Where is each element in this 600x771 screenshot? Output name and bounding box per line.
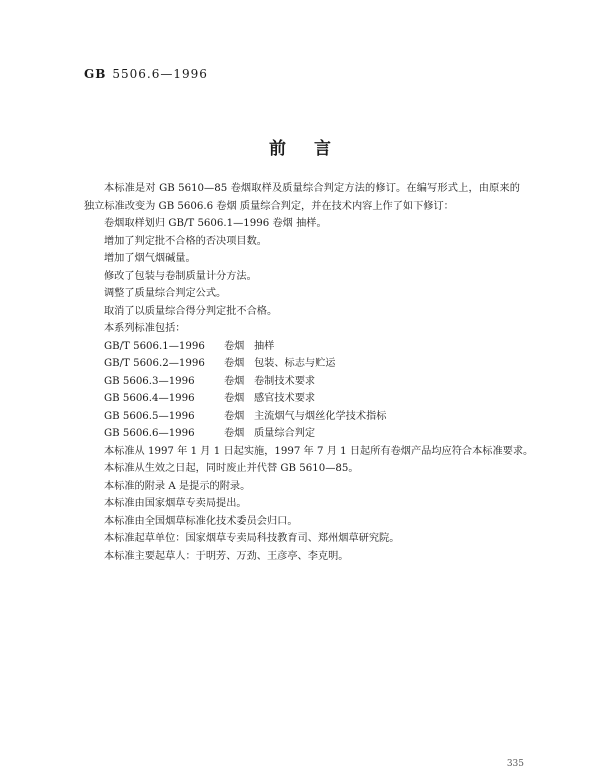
standard-name: 质量综合判定 (254, 428, 316, 439)
paragraph-effective-date: 本标准从 1997 年 1 月 1 日起实施，1997 年 7 月 1 日起所有卷烟产品均应符合本标准要求。 (104, 445, 534, 457)
paragraph-intro: 本标准是对 GB 5610—85 卷烟取样及质量综合判定方法的修订。在编写形式上，由原来的独立标准改变为 GB 5606.6 卷烟 质量综合判定，并在技术内容上作了如下修订： (84, 183, 520, 212)
standard-code: GB 5606.6—1996 (104, 428, 195, 439)
standard-code: GB 5606.4—1996 (104, 393, 195, 404)
standard-code: GB 5606.5—1996 (104, 410, 195, 422)
standard-category: 卷烟 (224, 410, 245, 422)
paragraph-series-intro: 本系列标准包括： (104, 323, 186, 334)
paragraph-centralized-by: 本标准由全国烟草标准化技术委员会归口。 (104, 515, 298, 527)
standard-name: 卷制技术要求 (254, 375, 316, 387)
standard-name: 感官技术要求 (254, 393, 316, 404)
list-item (84, 355, 520, 373)
standard-code: GB 5606.3—1996 (104, 375, 195, 387)
standard-code-header (84, 67, 208, 81)
paragraph-appendix: 本标准的附录 A 是提示的附录。 (104, 480, 251, 492)
standard-name: 抽样 (254, 340, 275, 352)
standard-category: 卷烟 (224, 375, 245, 387)
standards-list (84, 338, 520, 443)
paragraph-revision-4: 修改了包装与卷制质量计分方法。 (104, 270, 257, 282)
standard-prefix: GB (84, 67, 107, 81)
standard-category: 卷烟 (224, 393, 245, 404)
standard-code: GB/T 5606.1—1996 (104, 340, 205, 352)
paragraph-drafting-units: 本标准起草单位：国家烟草专卖局科技教育司、郑州烟草研究院。 (104, 533, 400, 544)
page-title: 前言 (269, 139, 359, 159)
list-item (84, 373, 520, 391)
foreword-body (84, 180, 534, 565)
paragraph-revision-3: 增加了烟气烟碱量。 (104, 253, 196, 264)
paragraph-revision-6: 取消了以质量综合得分判定批不合格。 (104, 305, 278, 317)
paragraph-revision-5: 调整了质量综合判定公式。 (104, 288, 227, 299)
paragraph-revision-1: 卷烟取样划归 GB/T 5606.1—1996 卷烟 抽样。 (104, 218, 327, 229)
standard-name: 包装、标志与贮运 (254, 358, 336, 369)
standard-category: 卷烟 (224, 340, 245, 352)
standard-category: 卷烟 (224, 358, 245, 369)
list-item (84, 408, 520, 426)
standard-category: 卷烟 (224, 428, 245, 439)
paragraph-drafters: 本标准主要起草人：于明芳、万劲、王彦亭、李克明。 (104, 550, 349, 562)
paragraph-supersedes: 本标准从生效之日起，同时废止并代替 GB 5610—85。 (104, 463, 359, 474)
standard-name: 主流烟气与烟丝化学技术指标 (254, 410, 387, 422)
standard-number: 5506.6—1996 (112, 67, 208, 81)
standard-code: GB/T 5606.2—1996 (104, 358, 205, 369)
paragraph-revision-2: 增加了判定批不合格的否决项目数。 (104, 235, 267, 247)
page-number: 335 (506, 759, 524, 769)
paragraph-proposed-by: 本标准由国家烟草专卖局提出。 (104, 498, 247, 509)
list-item (84, 338, 520, 356)
list-item (84, 425, 520, 443)
list-item (84, 390, 520, 408)
